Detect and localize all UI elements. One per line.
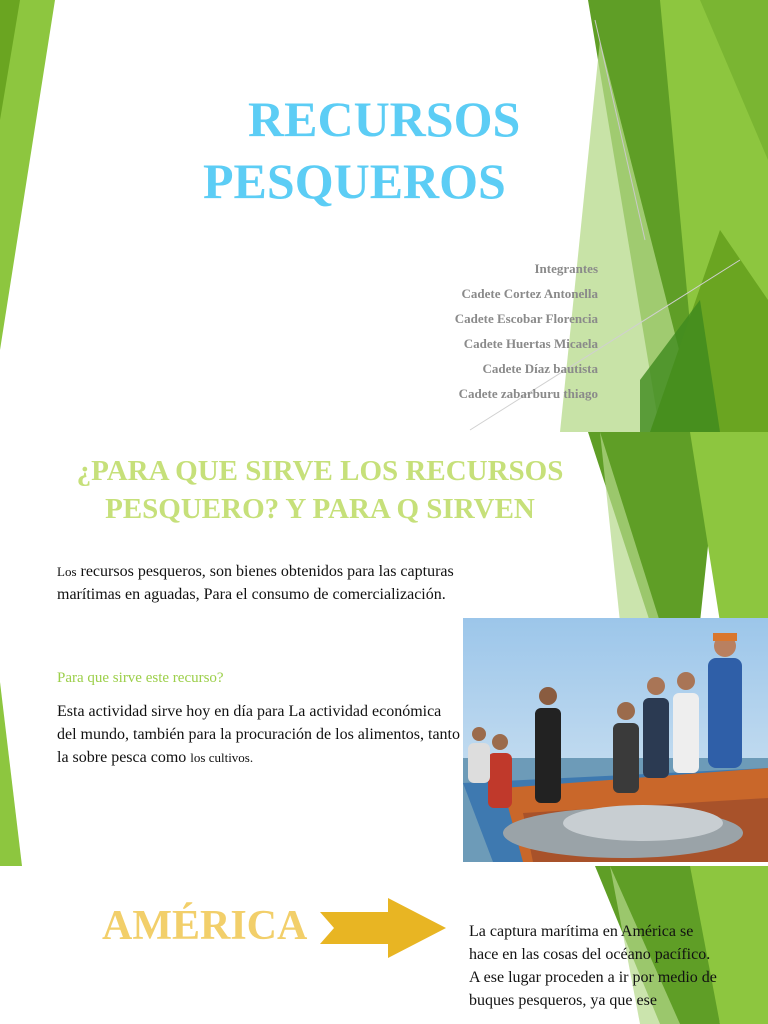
definition-paragraph — [57, 560, 462, 606]
member-item: Cadete Huertas Micaela — [463, 336, 598, 351]
fishermen-photo — [463, 618, 768, 862]
paragraph-text: recursos pesqueros, son bienes obtenidos para las capturas marítimas en aguadas, Para el consumo de comercialización. — [57, 563, 454, 603]
subheading: Para que sirve este recurso? — [57, 670, 224, 686]
members-heading: Integrantes — [534, 261, 598, 276]
slide2-title-line-2: PESQUERO? Y PARA Q SIRVEN — [105, 493, 535, 525]
slide-america — [0, 866, 768, 1024]
member-item: Cadete Díaz bautista — [482, 361, 598, 376]
paragraph-prefix: Los — [57, 564, 77, 579]
title-line-2: PESQUEROS — [203, 153, 506, 209]
slide-title — [0, 0, 768, 432]
slide-purpose — [0, 432, 768, 866]
paragraph-text: Esta actividad sirve hoy en día para La actividad económica del mundo, también para la procuración de los alimentos, tanto la sobre pesca como — [57, 703, 460, 766]
slide2-title-line-1: ¿PARA QUE SIRVE LOS RECURSOS — [76, 455, 564, 487]
member-item: Cadete zabarburu thiago — [458, 386, 598, 401]
paragraph-end: . — [249, 750, 254, 765]
paragraph-small: los cultivos — [190, 750, 250, 765]
america-paragraph: La captura marítima en América se hace en las cosas del océano pacífico. A ese lugar proceden a ir por medio de buques pesqueros, ya que ese — [469, 923, 717, 1009]
green-decoration — [0, 0, 768, 432]
purpose-paragraph — [57, 700, 462, 769]
title-line-1: RECURSOS — [248, 91, 521, 147]
arrow-right-icon — [320, 896, 448, 960]
member-item: Cadete Cortez Antonella — [461, 286, 598, 301]
slide2-title — [40, 452, 600, 528]
member-item: Cadete Escobar Florencia — [454, 311, 598, 326]
members-list — [455, 256, 598, 406]
america-heading: AMÉRICA — [102, 903, 308, 949]
